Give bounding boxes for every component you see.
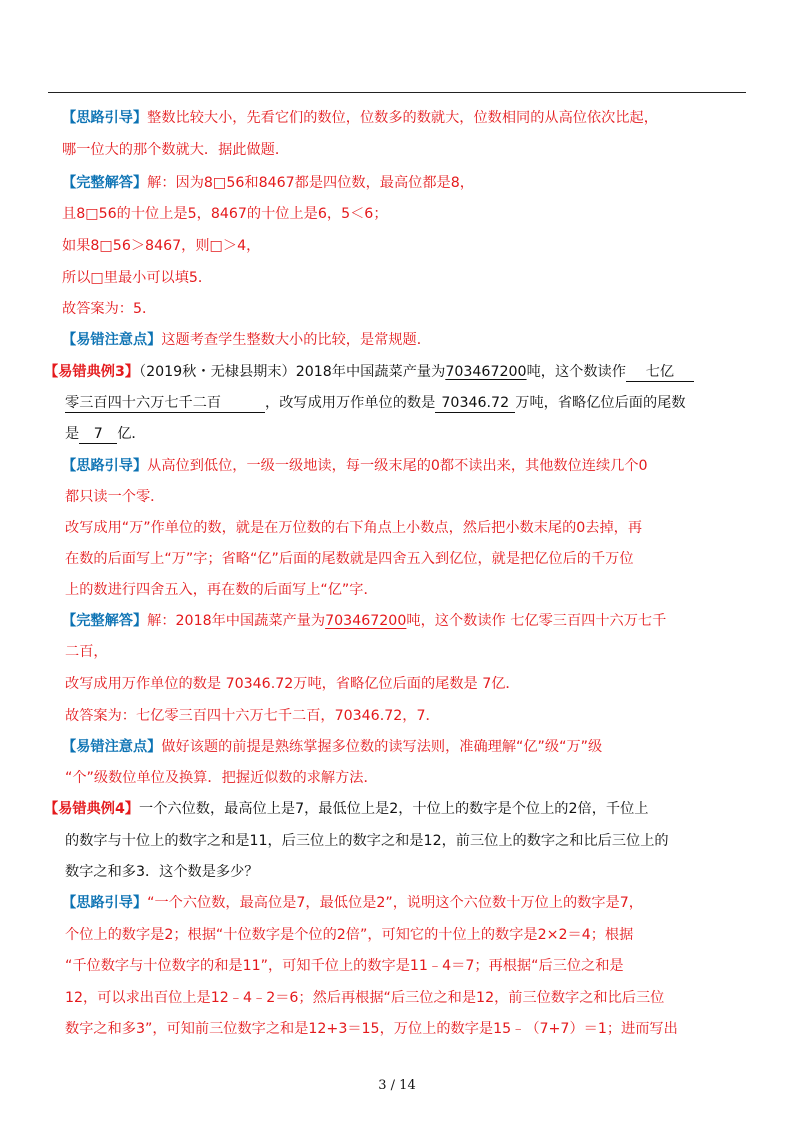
answer-paragraph-1 — [62, 173, 474, 193]
underlined-number: 703467200 — [445, 364, 527, 380]
hint-paragraph-1 — [62, 108, 658, 128]
example-tag: 【易错典例3】 — [44, 364, 139, 380]
answer-text-line: 所以□里最小可以填5． — [62, 270, 213, 286]
hint-tag: 【思路引导】 — [62, 895, 148, 911]
answer-text: 解：因为8□56和8467都是四位数，最高位都是8， — [147, 175, 474, 191]
note-paragraph-3 — [62, 737, 602, 757]
answer-text-line: 故答案为：5． — [62, 301, 157, 317]
hint-text: 从高位到低位，一级一级地读，每一级末尾的0都不读出来，其他数位连续几个0 — [147, 458, 648, 474]
hint-tag: 【思路引导】 — [62, 110, 148, 126]
note-text-line: “个”级数位单位及换算．把握近似数的求解方法． — [65, 770, 378, 786]
answer-text-line: 二百， — [65, 644, 108, 660]
question-text: 万吨，省略亿位后面的尾数 — [515, 395, 686, 411]
answer-text: 解：2018年中国蔬菜产量为 — [147, 613, 326, 629]
answer-blank: 7 — [79, 425, 117, 444]
answer-tag: 【完整解答】 — [62, 175, 148, 191]
hint-text: “一个六位数，最高位是7，最低位是2”，说明这个六位数十万位上的数字是7， — [147, 895, 643, 911]
answer-blank: 零三百四十六万七千二百 — [65, 394, 265, 413]
answer-text-line: 且8□56的十位上是5，8467的十位上是6，5＜6； — [62, 206, 388, 222]
answer-blank: 70346.72 — [435, 394, 515, 413]
answer-text: 吨，这个数读作 七亿零三百四十六万七千 — [406, 613, 667, 629]
hint-text-line: 数字之和多3”，可知前三位数字之和是12+3＝15，万位上的数字是15﹣（7+7）＝1；进而写出 — [65, 1021, 678, 1037]
hint-text-line: 改写成用“万”作单位的数，就是在万位数的右下角点上小数点，然后把小数末尾的0去掉，再 — [65, 520, 643, 536]
header-rule — [48, 92, 746, 93]
note-tag: 【易错注意点】 — [62, 739, 162, 755]
answer-text-line: 故答案为：七亿零三百四十六万七千二百，70346.72，7． — [65, 708, 440, 724]
question-text: 一个六位数，最高位上是7，最低位上是2，十位上的数字是个位上的2倍，千位上 — [139, 801, 649, 817]
question-text: 亿． — [117, 426, 146, 442]
hint-text-line: 12，可以求出百位上是12﹣4﹣2＝6；然后再根据“后三位之和是12，前三位数字之和比后三位 — [65, 990, 665, 1006]
hint-text-line: 个位上的数字是2；根据“十位数字是个位的2倍”，可知它的十位上的数字是2×2＝4；根据 — [65, 927, 634, 943]
hint-text-line: 都只读一个零． — [65, 489, 165, 505]
answer-paragraph-3 — [62, 611, 666, 631]
underlined-number: 703467200 — [325, 613, 407, 629]
question-text: 是 — [65, 426, 80, 442]
question-text: 吨，这个数读作 — [526, 364, 626, 380]
answer-tag: 【完整解答】 — [62, 613, 148, 629]
page-number: 3 / 14 — [378, 1078, 416, 1093]
hint-text-line: 在数的后面写上“万”字；省略“亿”后面的尾数就是四舍五入到亿位，就是把亿位后的千万位 — [65, 551, 634, 567]
example3-question-line1 — [44, 362, 694, 382]
answer-blank: 七亿 — [626, 363, 694, 382]
example3-question-line2 — [65, 393, 686, 413]
hint-text-line: “千位数字与十位数字的和是11”，可知千位上的数字是11﹣4＝7；再根据“后三位之和是 — [65, 958, 624, 974]
question-text: （2019秋・无棣县期末）2018年中国蔬菜产量为 — [139, 364, 446, 380]
note-paragraph-1 — [62, 330, 431, 350]
note-text: 这题考查学生整数大小的比较，是常规题． — [161, 332, 431, 348]
example3-question-line3 — [65, 424, 146, 444]
hint-paragraph-4 — [62, 893, 643, 913]
question-text-line: 的数字与十位上的数字之和是11，后三位上的数字之和是12，前三位上的数字之和比后三位上的 — [65, 833, 669, 849]
note-tag: 【易错注意点】 — [62, 332, 162, 348]
question-text-line: 数字之和多3．这个数是多少？ — [65, 864, 259, 880]
answer-text-line: 如果8□56＞8467，则□＞4， — [62, 238, 261, 254]
example-tag: 【易错典例4】 — [44, 801, 139, 817]
hint-text: 整数比较大小，先看它们的数位，位数多的数就大，位数相同的从高位依次比起， — [147, 110, 658, 126]
hint-paragraph-3 — [62, 456, 648, 476]
hint-text-line: 哪一位大的那个数就大．据此做题． — [62, 142, 290, 158]
hint-text-line: 上的数进行四舍五入，再在数的后面写上“亿”字． — [65, 582, 378, 598]
question-text: ，改写成用万作单位的数是 — [265, 395, 436, 411]
answer-text-line: 改写成用万作单位的数是 70346.72万吨，省略亿位后面的尾数是 7亿． — [65, 676, 520, 692]
note-text: 做好该题的前提是熟练掌握多位数的读写法则，准确理解“亿”级“万”级 — [161, 739, 603, 755]
example4-question-line1 — [44, 799, 648, 819]
hint-tag: 【思路引导】 — [62, 458, 148, 474]
